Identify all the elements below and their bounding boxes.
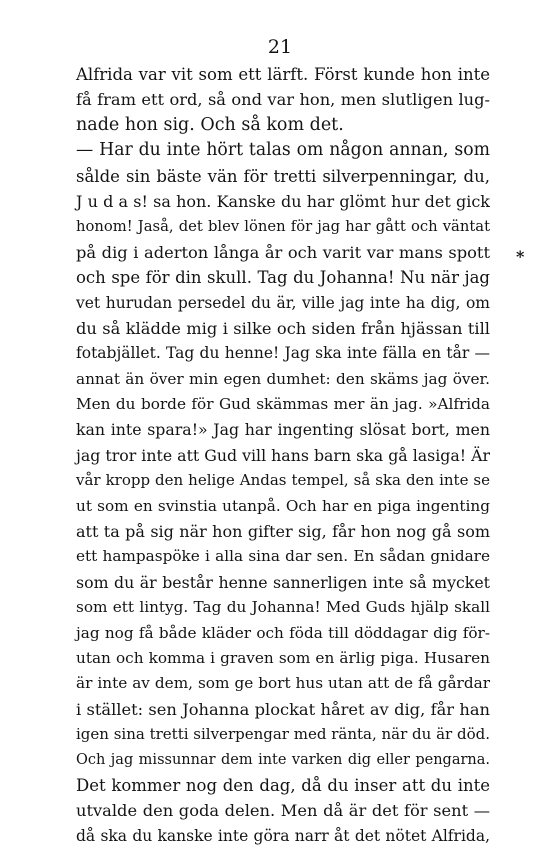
text-line: och spe för din skull. Tag du Johanna! Nu när jag [76, 268, 490, 288]
text-line: — Har du inte hört talas om någon annan, som [76, 140, 490, 161]
text-line: Alfrida var vit som ett lärft. Först kunde hon inte [76, 65, 490, 84]
text-line: ut som en svinstia utanpå. Och har en piga ingenting [76, 496, 490, 515]
text-line: du så klädde mig i silke och siden från hjässan till [76, 318, 490, 338]
text-line: utan och komma i graven som en ärlig piga. Husaren [76, 648, 490, 667]
text-line: ett hampaspöke i alla sina dar sen. En sådan gnidare [76, 547, 490, 566]
text-line: igen sina tretti silverpengar med ränta, när du är död. [76, 725, 490, 744]
text-line: honom! Jaså, det blev lönen för jag har gått och väntat [76, 218, 490, 236]
text-line: annat än över min egen dumhet: den skäms jag över. [76, 369, 490, 388]
text-line: få fram ett ord, så ond var hon, men slutligen lug- [76, 90, 490, 110]
text-line: att ta på sig när hon gifter sig, får hon nog gå som [76, 522, 490, 542]
text-line: på dig i aderton långa år och varit var mans spott [76, 242, 490, 262]
text-line: kan inte spara!» Jag har ingenting slösat bort, men [76, 420, 490, 440]
page-number: 21 [267, 36, 293, 58]
text-line: utvalde den goda delen. Men då är det för sent — [76, 801, 490, 821]
text-line: då ska du kanske inte göra narr åt det nötet Alfrida, [76, 826, 490, 845]
text-line: som ett lintyg. Tag du Johanna! Med Guds hjälp skall [76, 598, 490, 617]
text-line: som du är består henne sannerligen inte så mycket [76, 572, 490, 592]
text-line: J u d a s! sa hon. Kanske du har glömt hur det gick [76, 191, 490, 211]
text-line: nade hon sig. Och så kom det. [76, 114, 344, 135]
text-line: jag tror inte att Gud vill hans barn ska gå lasiga! Är [76, 445, 490, 465]
text-line: vet hurudan persedel du är, ville jag inte ha dig, om [76, 293, 490, 312]
text-line: Och jag missunnar dem inte varken dig eller pengarna. [76, 751, 490, 768]
text-line: vår kropp den helige Andas tempel, så ska den inte se [76, 471, 490, 490]
text-line: är inte av dem, som ge bort hus utan att de få gårdar [76, 674, 490, 693]
text-line: sålde sin bäste vän för tretti silverpenningar, du, [76, 166, 490, 186]
body-text [76, 62, 490, 849]
text-line: Men du borde för Gud skämmas mer än jag. »Alfrida [76, 395, 490, 414]
text-line: Det kommer nog den dag, då du inser att du inte [76, 775, 490, 795]
text-line: fotabjället. Tag du henne! Jag ska inte fälla en tår — [76, 344, 490, 363]
text-line: i stället: sen Johanna plockat håret av dig, får han [76, 699, 490, 719]
text-line: jag nog få både kläder och föda till döddagar dig för- [76, 623, 490, 642]
margin-asterisk-mark: * [516, 247, 525, 266]
